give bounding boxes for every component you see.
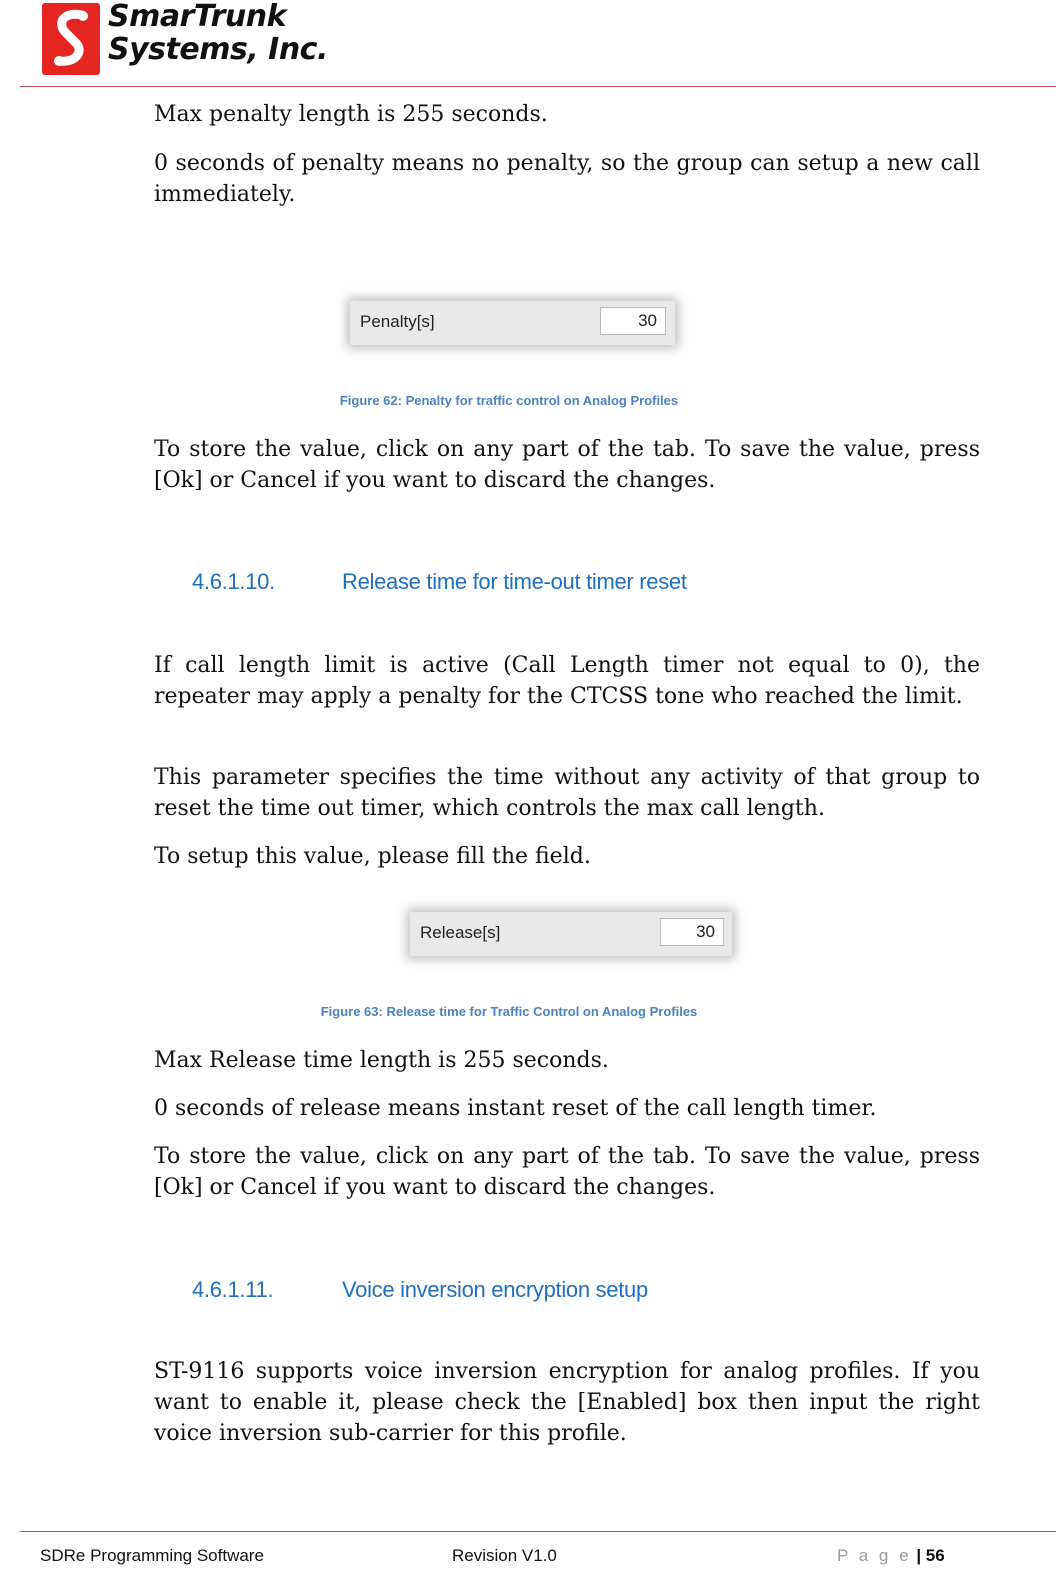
company-name-line2: Systems, Inc.: [108, 32, 328, 67]
company-logo-mark: [42, 3, 100, 75]
paragraph-max-release: Max Release time length is 255 seconds.: [154, 1048, 609, 1073]
paragraph-setup-value: To setup this value, please fill the field.: [154, 844, 591, 869]
heading-number: 4.6.1.11.: [192, 1277, 274, 1302]
footer-page-word: P a g e: [837, 1546, 912, 1565]
footer-doc-title: SDRe Programming Software: [40, 1546, 264, 1565]
section-heading-release-time: [192, 569, 687, 595]
footer-page: [837, 1546, 945, 1566]
section-heading-voice-inversion: [192, 1277, 648, 1303]
paragraph-parameter-specifies: This parameter specifies the time without any activity of that group to reset the time out timer, which controls the max call length.: [154, 765, 980, 821]
penalty-label: Penalty[s]: [360, 312, 435, 331]
company-name: [108, 0, 328, 66]
paragraph-zero-penalty: 0 seconds of penalty means no penalty, so the group can setup a new call immediately.: [154, 151, 980, 207]
penalty-input: 30: [600, 307, 666, 335]
penalty-field-screenshot: [350, 301, 675, 345]
release-input: 30: [660, 918, 724, 946]
footer-rule: [20, 1531, 1056, 1532]
paragraph-store-value-1: To store the value, click on any part of the tab. To save the value, press [Ok] or Cancel if you want to discard the changes.: [154, 437, 980, 493]
paragraph-zero-release: 0 seconds of release means instant reset of the call length timer.: [154, 1096, 877, 1121]
header-rule: [20, 86, 1056, 87]
paragraph-call-length-limit: If call length limit is active (Call Length timer not equal to 0), the repeater may apply a penalty for the CTCSS tone who reached the limit.: [154, 653, 980, 709]
release-label: Release[s]: [420, 923, 501, 942]
heading-title: Voice inversion encryption setup: [342, 1277, 648, 1302]
paragraph-voice-inversion: ST-9116 supports voice inversion encryption for analog profiles. If you want to enable it, please check the [Enabled] box then input the right voice inversion sub-carrier for this profile.: [154, 1359, 980, 1446]
footer-revision: Revision V1.0: [452, 1546, 557, 1565]
footer-page-number: | 56: [916, 1546, 945, 1565]
heading-title: Release time for time-out timer reset: [342, 569, 687, 594]
release-field-screenshot: [410, 912, 732, 956]
heading-number: 4.6.1.10.: [192, 569, 275, 594]
figure-62-caption: Figure 62: Penalty for traffic control on Analog Profiles: [339, 393, 679, 408]
figure-63-caption: Figure 63: Release time for Traffic Control on Analog Profiles: [320, 1004, 698, 1019]
paragraph-max-penalty: Max penalty length is 255 seconds.: [154, 102, 548, 127]
company-name-line1: SmarTrunk: [108, 0, 287, 34]
paragraph-store-value-2: To store the value, click on any part of the tab. To save the value, press [Ok] or Cancel if you want to discard the changes.: [154, 1144, 980, 1200]
